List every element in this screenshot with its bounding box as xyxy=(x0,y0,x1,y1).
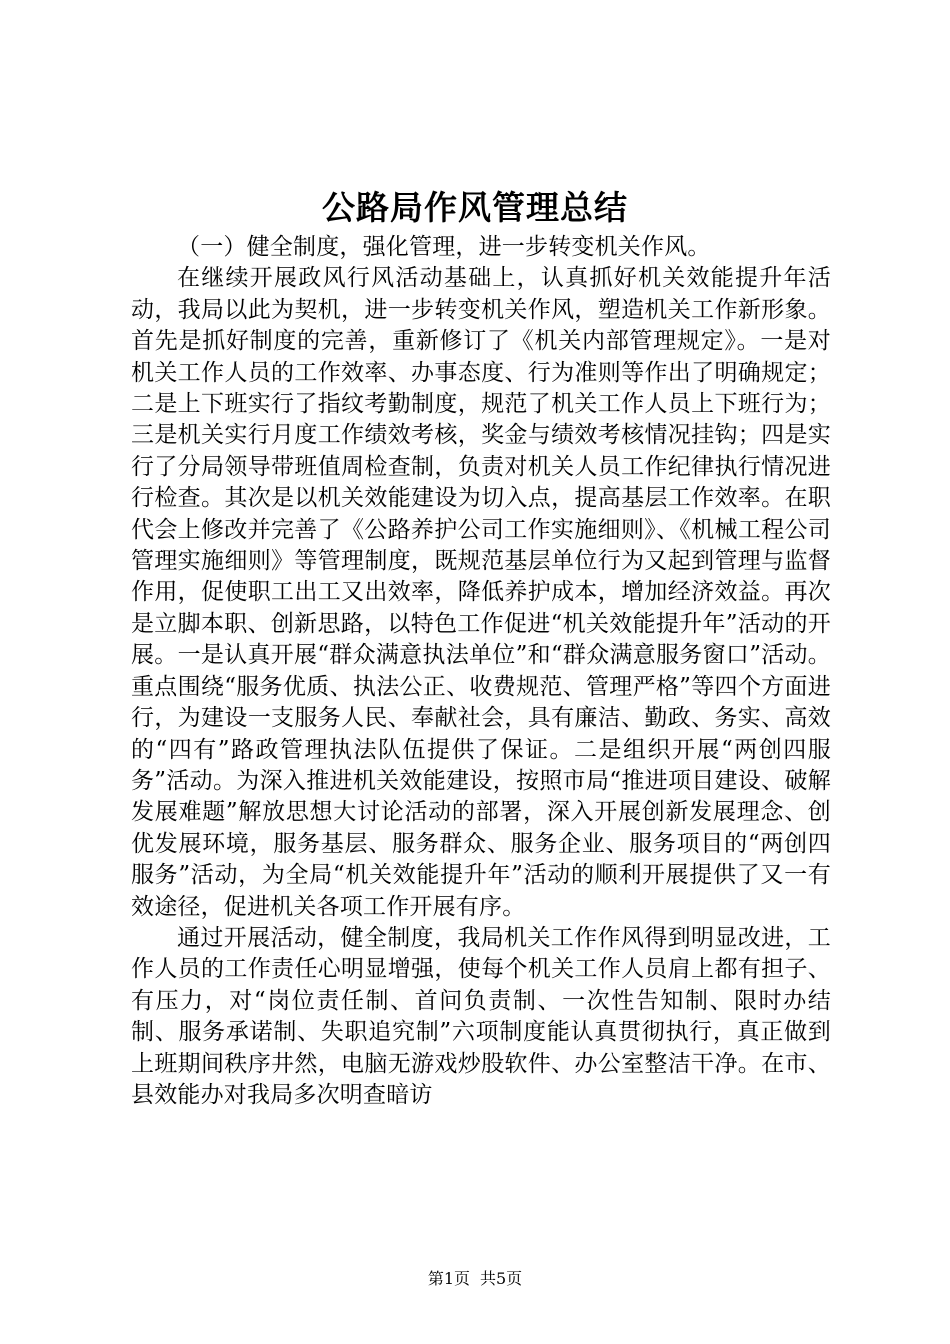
paragraph: 通过开展活动，健全制度，我局机关工作作风得到明显改进，工作人员的工作责任心明显增强，使每个机关工作人员肩上都有担子、有压力，对“岗位责任制、首问负责制、一次性告知制、限时办结制、服务承诺制、失职追究制”六项制度能认真贯彻执行，真正做到上班期间秩序井然，电脑无游戏炒股软件、办公室整洁干净。在市、县效能办对我局多次明查暗访 xyxy=(131,924,831,1108)
document-body xyxy=(131,232,831,1111)
page-total: 共5页 xyxy=(480,1269,523,1288)
page-footer xyxy=(0,1268,950,1290)
paragraph-heading: （一）健全制度，强化管理，进一步转变机关作风。 xyxy=(177,234,711,260)
paragraph: 在继续开展政风行风活动基础上，认真抓好机关效能提升年活动，我局以此为契机，进一步转变机关作风，塑造机关工作新形象。首先是抓好制度的完善，重新修订了《机关内部管理规定》。一是对机关工作人员的工作效率、办事态度、行为准则等作出了明确规定；二是上下班实行了指纹考勤制度，规范了机关工作人员上下班行为；三是机关实行月度工作绩效考核，奖金与绩效考核情况挂钩；四是实行了分局领导带班值周检查制，负责对机关人员工作纪律执行情况进行检查。其次是以机关效能建设为切入点，提高基层工作效率。在职代会上修改并完善了《公路养护公司工作实施细则》、《机械工程公司管理实施细则》等管理制度，既规范基层单位行为又起到管理与监督作用，促使职工出工又出效率，降低养护成本，增加经济效益。再次是立脚本职、创新思路，以特色工作促进“机关效能提升年”活动的开展。一是认真开展“群众满意执法单位”和“群众满意服务窗口”活动。重点围绕“服务优质、执法公正、收费规范、管理严格”等四个方面进行，为建设一支服务人民、奉献社会，具有廉洁、勤政、务实、高效的“四有”路政管理执法队伍提供了保证。二是组织开展“两创四服务”活动。为深入推进机关效能建设，按照市局“推进项目建设、破解发展难题”解放思想大讨论活动的部署，深入开展创新发展理念、创优发展环境，服务基层、服务群众、服务企业、服务项目的“两创四服务”活动，为全局“机关效能提升年”活动的顺利开展提供了又一有效途径，促进机关各项工作开展有序。 xyxy=(131,265,831,920)
document-title: 公路局作风管理总结 xyxy=(322,188,628,227)
page-number: 第1页 xyxy=(427,1269,470,1288)
